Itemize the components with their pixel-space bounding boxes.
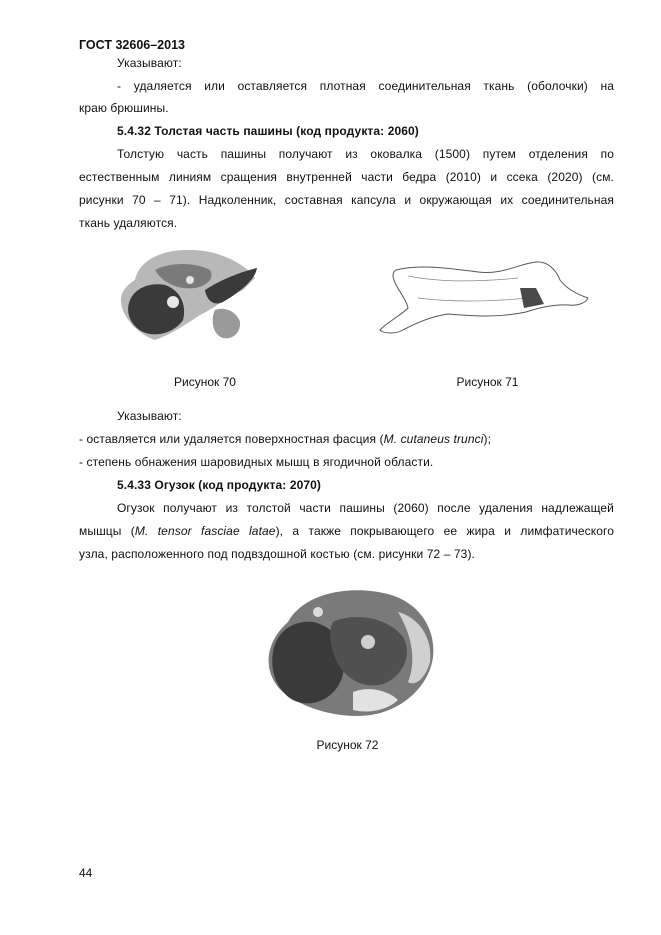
fig71-inner-line <box>408 276 518 281</box>
fig70-fat-speck <box>167 296 179 308</box>
figure-72-caption: Рисунок 72 <box>316 738 379 752</box>
fig70-meat-light <box>213 309 240 339</box>
paragraph-indicate-2: Указывают: <box>117 409 182 423</box>
fig71-inner-line <box>418 298 528 301</box>
list-item-gluteal: - степень обнажения шаровидных мышц в ягодичной области. <box>79 455 434 469</box>
paragraph-thick-flank-line3: рисунки 70 – 71). Надколенник, составная капсула и окружающая их соединительная <box>79 193 614 207</box>
paragraph-rump-line1: Огузок получают из толстой части пашины (2060) после удаления надлежащей <box>117 501 614 515</box>
fig70-meat-shadow <box>128 284 184 334</box>
list-item-membrane-line1: - удаляется или оставляется плотная соединительная ткань (оболочки) на <box>117 79 614 93</box>
figure-72-image <box>258 582 438 722</box>
list-item-membrane-line2: краю брюшины. <box>79 101 169 115</box>
figure-71-caption: Рисунок 71 <box>456 375 519 389</box>
latin-term-cutaneus: M. cutaneus trunci <box>383 432 484 446</box>
paragraph-rump-line2-post: ), а также покрывающего ее жира и лимфатического <box>275 524 614 538</box>
fig72-fat-speck <box>361 635 375 649</box>
page-number: 44 <box>79 866 93 880</box>
latin-term-tensor: M. tensor fasciae latae <box>134 524 276 538</box>
fig70-fat-speck <box>186 276 194 284</box>
fig72-fat-speck <box>313 607 323 617</box>
figure-71-diagram <box>378 258 593 338</box>
paragraph-thick-flank-line1: Толстую часть пашины получают из оковалка (1500) путем отделения по <box>117 147 614 161</box>
paragraph-rump-line2-pre: мышцы ( <box>79 524 135 538</box>
paragraph-rump-line3: узла, расположенного под подвздошной костью (см. рисунки 72 – 73). <box>79 547 475 561</box>
fig71-carcass-outline <box>380 262 588 333</box>
paragraph-rump-line2 <box>79 520 614 543</box>
fig71-highlight-region <box>520 288 544 308</box>
list-item-fascia <box>79 428 614 451</box>
paragraph-thick-flank-line4: ткань удаляются. <box>79 216 178 230</box>
section-heading-5-4-33: 5.4.33 Огузок (код продукта: 2070) <box>117 478 322 492</box>
paragraph-thick-flank-line2: естественным линиям сращения внутренней части бедра (2010) и ссека (2020) (см. <box>79 170 614 184</box>
section-heading-5-4-32: 5.4.32 Толстая часть пашины (код продукта: 2060) <box>117 124 419 138</box>
figure-70-caption: Рисунок 70 <box>174 375 236 389</box>
figure-70-image <box>115 240 265 360</box>
list-item-fascia-pre: - оставляется или удаляется поверхностная фасция ( <box>79 432 384 446</box>
document-header: ГОСТ 32606–2013 <box>79 38 185 52</box>
paragraph-indicate-1: Указывают: <box>117 56 182 70</box>
list-item-fascia-post: ); <box>483 432 491 446</box>
